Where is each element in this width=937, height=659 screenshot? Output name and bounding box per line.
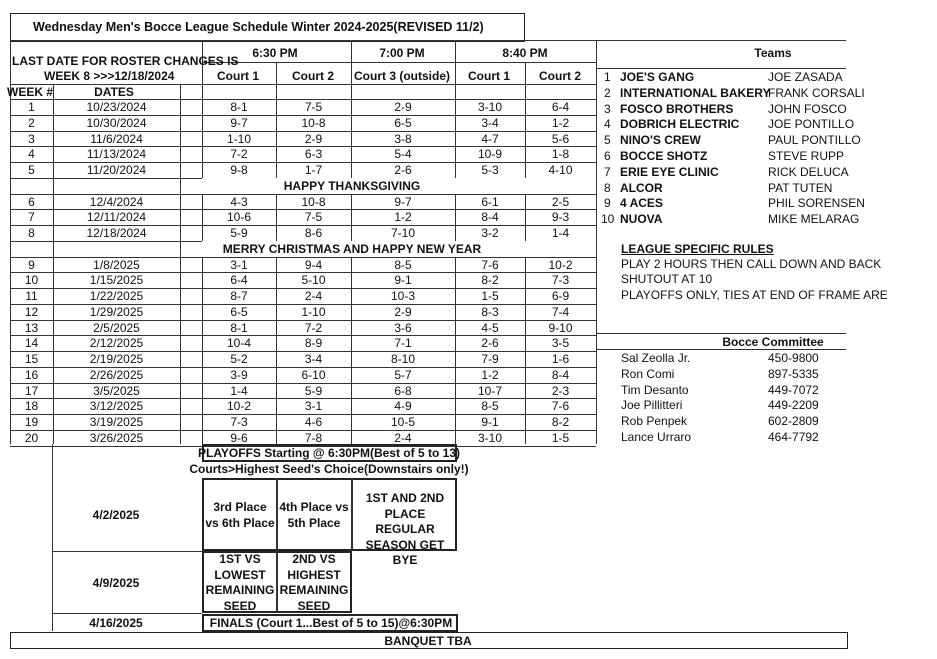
week-number: 14: [24, 336, 39, 351]
team-captain: JOHN FOSCO: [768, 101, 847, 116]
team-name: FOSCO BROTHERS: [620, 101, 734, 116]
week-number: 13: [24, 320, 39, 335]
week-number: 2: [28, 115, 35, 130]
week-number: 3: [28, 131, 35, 146]
matchup: 7-5: [304, 210, 323, 225]
court-header-2: Court 2: [292, 69, 334, 83]
matchup: 2-9: [394, 100, 412, 114]
week-date: 11/6/2024: [90, 131, 143, 146]
matchup: 10-8: [301, 115, 326, 130]
matchup: 8-2: [551, 415, 570, 429]
week-date: 11/20/2024: [86, 163, 147, 177]
week-date: 11/13/2024: [86, 147, 147, 162]
team-number: 9: [604, 196, 611, 211]
grid-line: [202, 62, 596, 63]
team-name: INTERNATIONAL BAKERY: [620, 85, 771, 100]
team-name: ERIE EYE CLINIC: [620, 164, 719, 179]
matchup: 3-1: [304, 399, 323, 414]
matchup: 3-4: [481, 115, 499, 130]
matchup: 7-5: [304, 100, 323, 114]
team-number: 1: [604, 70, 611, 84]
matchup: 1-8: [551, 147, 570, 162]
team-captain: JOE ZASADA: [768, 70, 843, 84]
matchup: 8-1: [230, 320, 248, 335]
team-captain: PAT TUTEN: [768, 180, 833, 195]
round1-matchup-b: 4th Place vs 5th Place: [279, 500, 349, 530]
team-number: 10: [601, 212, 615, 227]
week-number: 12: [24, 304, 39, 319]
matchup: 10-3: [390, 289, 416, 303]
matchup: 1-5: [551, 430, 570, 445]
playoffs-divider-1: [52, 551, 202, 552]
matchup: 1-10: [226, 131, 252, 146]
matchup: 1-2: [394, 210, 412, 225]
teams-header: Teams: [754, 46, 792, 60]
week-header: WEEK #: [6, 85, 54, 99]
matchup: 6-5: [394, 115, 412, 130]
committee-phone: 450-9800: [768, 351, 819, 365]
matchup: 8-5: [394, 257, 412, 272]
committee-name: Joe Pillitteri: [621, 398, 683, 413]
playoffs-left-line: [52, 444, 53, 631]
holiday-note: HAPPY THANKSGIVING: [283, 178, 421, 193]
committee-name: Ron Comi: [621, 366, 675, 381]
teams-header-bottom: [596, 68, 846, 69]
committee-bottom-line: [596, 349, 846, 350]
matchup: 1-4: [551, 226, 570, 240]
team-name: DOBRICH ELECTRIC: [620, 117, 740, 132]
matchup: 2-9: [304, 131, 323, 146]
matchup: 1-6: [551, 352, 570, 366]
week-number: 11: [25, 289, 38, 303]
matchup: 9-4: [304, 257, 323, 272]
matchup: 1-5: [481, 289, 499, 303]
matchup: 4-3: [230, 194, 248, 209]
round1-sep-2: [351, 478, 353, 551]
matchup: 7-2: [304, 320, 323, 335]
committee-name: Tim Desanto: [621, 382, 689, 397]
week-date: 3/26/2025: [89, 430, 144, 445]
matchup: 2-4: [304, 289, 323, 303]
time-header-630: 6:30 PM: [252, 46, 298, 60]
matchup: 5-9: [230, 226, 248, 240]
court-header-3: Court 3 (outside): [354, 69, 450, 83]
matchup: 7-10: [390, 226, 416, 240]
matchup: 6-10: [301, 367, 326, 382]
team-captain: PHIL SORENSEN: [768, 196, 865, 211]
matchup: 8-6: [304, 226, 323, 240]
week-date: 1/29/2025: [89, 304, 144, 319]
matchup: 2-5: [551, 194, 570, 209]
matchup: 9-1: [481, 415, 499, 429]
finals-date: 4/16/2025: [89, 616, 143, 630]
committee-header: Bocce Committee: [722, 335, 824, 349]
team-name: BOCCE SHOTZ: [620, 149, 708, 163]
committee-name: Lance Urraro: [621, 430, 692, 444]
matchup: 10-2: [548, 257, 573, 272]
round1-sep-1: [276, 478, 278, 551]
committee-top-line: [596, 333, 846, 334]
team-name: JOE'S GANG: [620, 70, 695, 84]
week-number: 4: [28, 147, 35, 162]
matchup: 8-10: [390, 352, 416, 366]
time-header-840: 8:40 PM: [502, 46, 548, 60]
teams-top-line: [596, 40, 846, 41]
week-date: 1/15/2025: [89, 273, 144, 288]
matchup: 7-4: [551, 304, 570, 319]
matchup: 8-1: [230, 100, 248, 114]
week-date: 12/11/2024: [86, 210, 147, 225]
matchup: 9-7: [394, 194, 412, 209]
week-date: 2/26/2025: [89, 367, 144, 382]
week-date: 12/18/2024: [86, 226, 147, 240]
holiday-note: MERRY CHRISTMAS AND HAPPY NEW YEAR: [222, 241, 482, 256]
team-number: 6: [604, 149, 611, 163]
matchup: 8-5: [481, 399, 499, 414]
grid-line: [596, 40, 597, 444]
round1-matchup-a: 3rd Place vs 6th Place: [205, 500, 275, 530]
matchup: 9-3: [551, 210, 570, 225]
finals: FINALS (Court 1...Best of 5 to 15)@6:30PM: [209, 616, 453, 630]
matchup: 5-9: [304, 383, 323, 398]
matchup: 2-6: [394, 163, 412, 177]
week-number: 19: [24, 415, 39, 429]
matchup: 3-8: [394, 131, 412, 146]
team-captain: FRANK CORSALI: [768, 85, 865, 100]
matchup: 3-10: [477, 100, 503, 114]
matchup: 4-5: [481, 320, 499, 335]
week-number: 9: [28, 257, 35, 272]
team-name: 4 ACES: [620, 196, 663, 211]
matchup: 4-9: [394, 399, 412, 414]
matchup: 6-9: [551, 289, 570, 303]
week-number: 6: [28, 194, 35, 209]
dates-header: DATES: [94, 85, 134, 99]
committee-phone: 602-2809: [768, 414, 819, 429]
matchup: 4-10: [548, 163, 573, 177]
matchup: 1-2: [551, 115, 570, 130]
matchup: 3-1: [230, 257, 248, 272]
matchup: 6-5: [230, 304, 248, 319]
matchup: 7-8: [304, 430, 323, 445]
team-number: 2: [604, 85, 611, 100]
matchup: 1-4: [230, 383, 248, 398]
week-number: 15: [24, 352, 39, 366]
matchup: 2-3: [551, 383, 570, 398]
matchup: 10-2: [226, 399, 252, 414]
week-number: 18: [24, 399, 39, 414]
matchup: 9-8: [230, 163, 248, 177]
round1-date: 4/2/2025: [92, 508, 140, 522]
round1-bye: 1ST AND 2ND PLACE REGULAR SEASON GET BYE: [365, 491, 445, 567]
matchup: 3-2: [481, 226, 499, 240]
matchup: 10-6: [226, 210, 252, 225]
roster-note-line1: LAST DATE FOR ROSTER CHANGES IS: [12, 54, 239, 68]
matchup: 9-10: [548, 320, 573, 335]
matchup: 3-4: [304, 352, 323, 366]
matchup: 9-6: [230, 430, 248, 445]
rule-1: PLAY 2 HOURS THEN CALL DOWN AND BACK: [621, 257, 882, 271]
week-date: 3/19/2025: [89, 415, 144, 429]
playoffs-courts: Courts>Highest Seed's Choice(Downstairs only!): [189, 462, 469, 476]
week-number: 17: [24, 383, 39, 398]
banquet: BANQUET TBA: [384, 634, 472, 648]
matchup: 1-10: [301, 304, 326, 319]
roster-note-line2: WEEK 8 >>>12/18/2024: [44, 69, 175, 83]
teams-left-line: [596, 40, 597, 69]
team-name: NUOVA: [620, 212, 663, 227]
week-date: 12/4/2024: [89, 194, 144, 209]
matchup: 7-2: [230, 147, 248, 162]
team-number: 3: [604, 101, 611, 116]
committee-phone: 449-2209: [768, 398, 819, 413]
week-date: 3/12/2025: [89, 399, 144, 414]
week-date: 1/22/2025: [89, 289, 144, 303]
week-number: 20: [24, 430, 39, 445]
matchup: 9-7: [230, 115, 248, 130]
week-date: 2/5/2025: [93, 320, 140, 335]
matchup: 7-3: [230, 415, 248, 429]
team-number: 8: [604, 180, 611, 195]
matchup: 3-9: [230, 367, 248, 382]
team-captain: MIKE MELARAG: [768, 212, 860, 227]
week-date: 2/12/2025: [89, 336, 144, 351]
committee-phone: 464-7792: [768, 430, 819, 444]
matchup: 5-4: [394, 147, 412, 162]
week-number: 16: [24, 367, 39, 382]
matchup: 10-5: [390, 415, 416, 429]
matchup: 6-4: [230, 273, 248, 288]
team-number: 5: [604, 133, 611, 148]
team-captain: RICK DELUCA: [768, 164, 849, 179]
team-captain: JOE PONTILLO: [768, 117, 855, 132]
matchup: 5-10: [301, 273, 326, 288]
matchup: 4-7: [481, 131, 499, 146]
matchup: 7-6: [551, 399, 570, 414]
matchup: 8-3: [481, 304, 499, 319]
matchup: 2-4: [394, 430, 412, 445]
matchup: 10-4: [226, 336, 252, 351]
time-header-700: 7:00 PM: [379, 46, 425, 60]
team-number: 7: [604, 164, 611, 179]
team-captain: PAUL PONTILLO: [768, 133, 861, 148]
page-title: Wednesday Men's Bocce League Schedule Winter 2024-2025(REVISED 11/2): [33, 20, 484, 34]
round2-matchup-a: 1ST VS LOWEST REMAINING SEED: [205, 552, 275, 613]
round2-sep: [276, 551, 278, 613]
team-captain: STEVE RUPP: [768, 149, 845, 163]
week-date: 10/30/2024: [86, 115, 147, 130]
matchup: 1-2: [481, 367, 499, 382]
week-date: 10/23/2024: [86, 100, 147, 114]
matchup: 8-2: [481, 273, 499, 288]
matchup: 5-2: [230, 352, 248, 366]
matchup: 10-7: [477, 383, 503, 398]
matchup: 2-9: [394, 304, 412, 319]
matchup: 8-4: [551, 367, 570, 382]
matchup: 7-1: [394, 336, 412, 351]
matchup: 6-4: [551, 100, 570, 114]
committee-name: Rob Penpek: [621, 414, 688, 429]
matchup: 6-1: [481, 194, 499, 209]
court-header-4: Court 1: [468, 69, 510, 83]
matchup: 3-10: [477, 430, 503, 445]
week-number: 5: [28, 163, 35, 177]
court-header-1: Court 1: [217, 69, 259, 83]
team-number: 4: [604, 117, 611, 132]
matchup: 5-3: [481, 163, 499, 177]
week-number: 8: [28, 226, 35, 240]
round2-date: 4/9/2025: [92, 576, 140, 590]
matchup: 10-8: [301, 194, 326, 209]
matchup: 9-1: [394, 273, 412, 288]
committee-phone: 897-5335: [768, 366, 819, 381]
rules-header: LEAGUE SPECIFIC RULES: [621, 242, 774, 256]
committee-name: Sal Zeolla Jr.: [621, 351, 691, 365]
week-date: 3/5/2025: [93, 383, 140, 398]
court-header-5: Court 2: [539, 69, 581, 83]
matchup: 8-9: [304, 336, 323, 351]
matchup: 6-8: [394, 383, 412, 398]
team-name: ALCOR: [620, 180, 663, 195]
rule-2: SHUTOUT AT 10: [621, 272, 713, 286]
week-number: 7: [28, 210, 35, 225]
team-name: NINO'S CREW: [620, 133, 701, 148]
matchup: 7-3: [551, 273, 570, 288]
matchup: 5-6: [551, 131, 570, 146]
playoffs-start: PLAYOFFS Starting @ 6:30PM(Best of 5 to 13): [198, 446, 460, 460]
grid-line: [10, 40, 596, 41]
week-date: 2/19/2025: [89, 352, 144, 366]
grid-line: [180, 84, 181, 444]
week-date: 1/8/2025: [93, 257, 140, 272]
week-number: 1: [28, 100, 35, 114]
matchup: 3-6: [394, 320, 412, 335]
round2-matchup-b: 2ND VS HIGHEST REMAINING SEED: [279, 552, 349, 613]
matchup: 7-6: [481, 257, 499, 272]
matchup: 5-7: [394, 367, 412, 382]
committee-phone: 449-7072: [768, 382, 819, 397]
matchup: 1-7: [304, 163, 323, 177]
playoffs-divider-2: [52, 613, 202, 614]
rule-3: PLAYOFFS ONLY, TIES AT END OF FRAME ARE: [621, 288, 888, 302]
matchup: 8-7: [230, 289, 248, 303]
matchup: 3-5: [551, 336, 570, 351]
matchup: 6-3: [304, 147, 323, 162]
matchup: 2-6: [481, 336, 499, 351]
week-number: 10: [24, 273, 39, 288]
matchup: 7-9: [481, 352, 499, 366]
matchup: 8-4: [481, 210, 499, 225]
matchup: 4-6: [304, 415, 323, 429]
matchup: 10-9: [477, 147, 503, 162]
